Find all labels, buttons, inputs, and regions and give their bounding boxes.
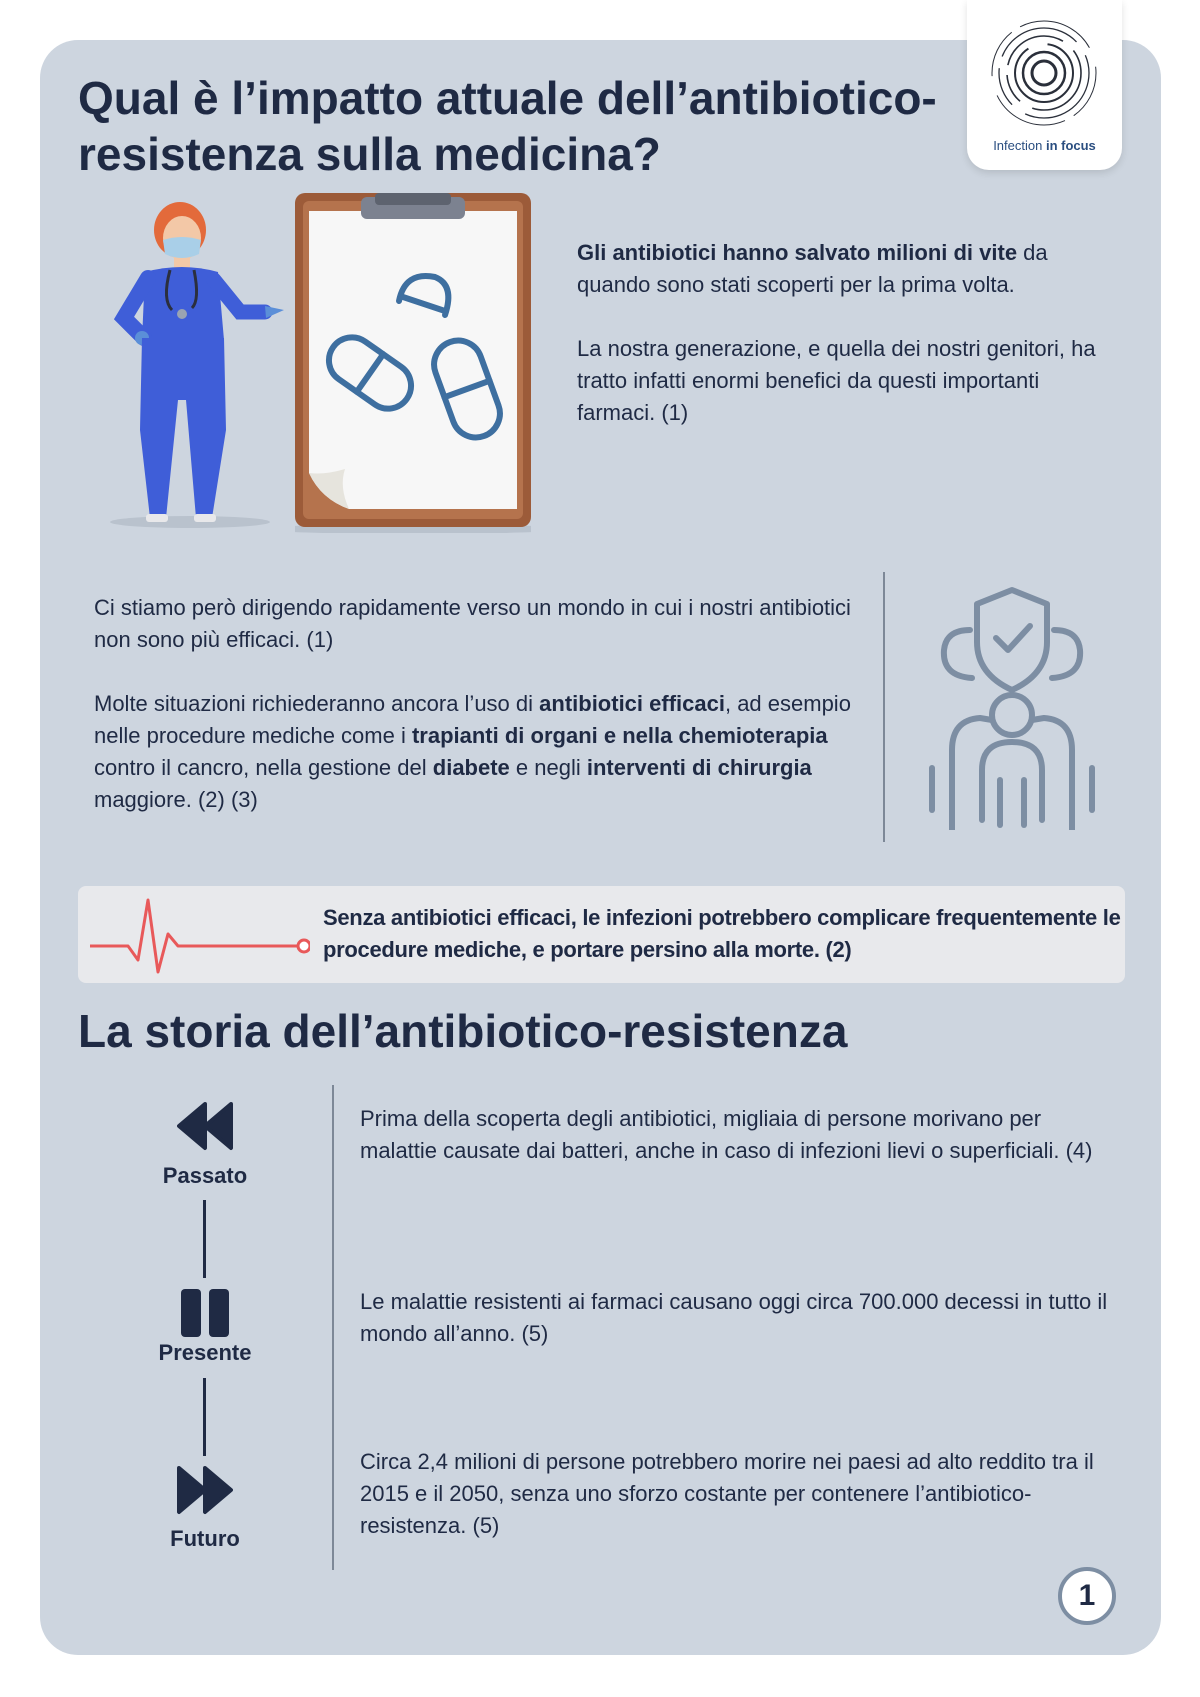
warning-text: Senza antibiotici efficaci, le infezioni potrebbero complicare frequentemente le procedure mediche, e portare persino alla morte. (2) (323, 905, 1121, 962)
rewind-icon (170, 1100, 240, 1157)
logo-label: Infection in focus (993, 138, 1096, 153)
section2-paragraph-2: Molte situazioni richiederanno ancora l’uso di antibiotici efficaci, ad esempio nelle procedure mediche come i trapianti di organi e nella chemioterapia contro il cancro, nella gestione del diabete e negli interventi di chirurgia maggiore. (2) (3) (94, 691, 851, 812)
infection-in-focus-logo (967, 0, 1122, 170)
fast-forward-icon (170, 1464, 240, 1521)
clipboard-pills-illustration (295, 193, 531, 533)
timeline-divider (332, 1085, 334, 1570)
intro-paragraph-1: Gli antibiotici hanno salvato milioni di vite da quando sono stati scoperti per la prima volta. (577, 240, 1048, 297)
timeline-connector (203, 1378, 206, 1456)
warning-callout (78, 886, 1125, 983)
section2-text (94, 592, 874, 816)
page-title: Qual è l’impatto attuale dell’antibiotico-resistenza sulla medicina? (78, 72, 937, 180)
section2-paragraph-1: Ci stiamo però dirigendo rapidamente verso un mondo in cui i nostri antibiotici non sono più efficaci. (1) (94, 595, 851, 652)
protected-people-shield-icon (912, 580, 1112, 830)
heartbeat-icon (90, 894, 310, 974)
intro-paragraph-2: La nostra generazione, e quella dei nostri genitori, ha tratto infatti enormi benefici da questi importanti farmaci. (1) (577, 336, 1096, 425)
timeline-label-passato: Passato (162, 1163, 248, 1188)
history-title: La storia dell’antibiotico-resistenza (78, 1005, 848, 1057)
timeline-text-futuro: Circa 2,4 milioni di persone potrebbero morire nei paesi ad alto reddito tra il 2015 e il 2050, senza uno sforzo costante per contenere l’antibiotico-resistenza. (5) (360, 1449, 1094, 1538)
nurse-illustration (100, 200, 300, 530)
intro-text (577, 237, 1117, 429)
vertical-divider (883, 572, 885, 842)
timeline-text-passato: Prima della scoperta degli antibiotici, migliaia di persone morivano per malattie causate dai batteri, anche in caso di infezioni lievi o superficiali. (4) (360, 1106, 1093, 1163)
timeline-label-presente: Presente (158, 1340, 252, 1365)
timeline-label-futuro: Futuro (170, 1526, 240, 1551)
pause-icon (170, 1287, 240, 1344)
page-number: 1 (1058, 1567, 1116, 1625)
timeline-text-presente: Le malattie resistenti ai farmaci causano oggi circa 700.000 decessi in tutto il mondo all’anno. (5) (360, 1289, 1108, 1346)
concentric-circles-icon (989, 18, 1100, 128)
timeline-connector (203, 1200, 206, 1278)
